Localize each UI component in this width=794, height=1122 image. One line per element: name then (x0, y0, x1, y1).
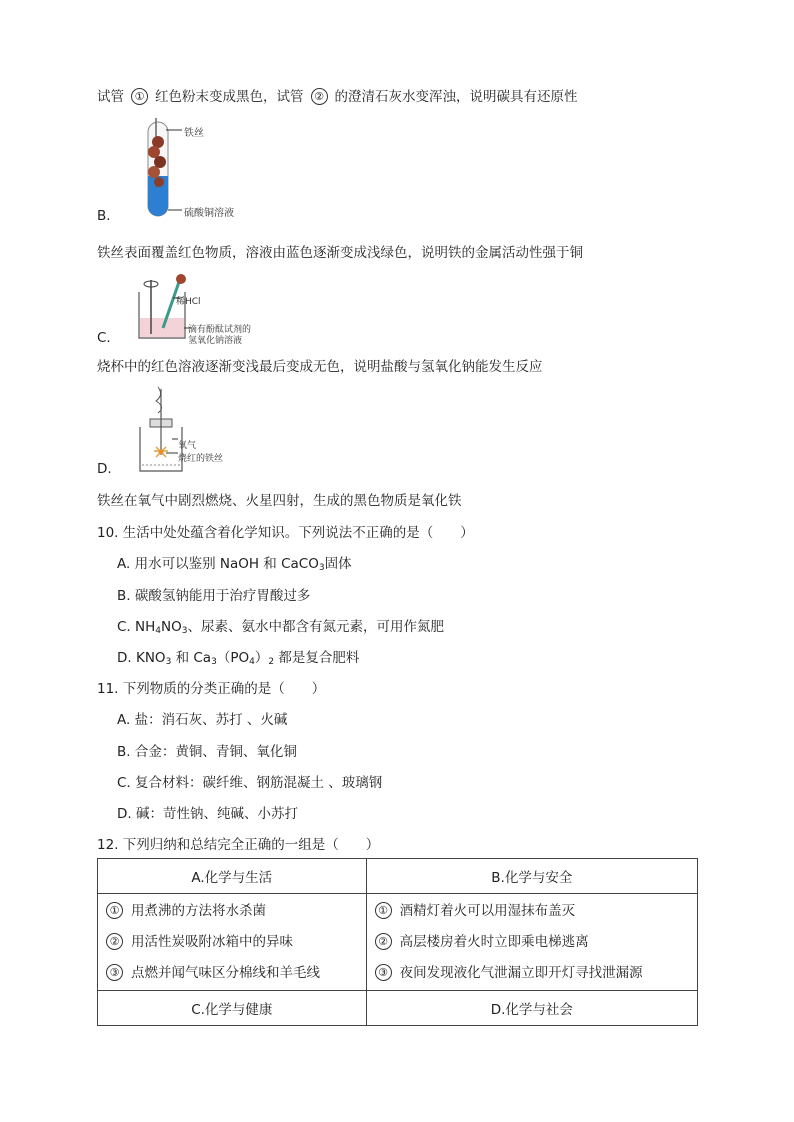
q11-option-d: D. 碱：苛性钠、纯碱、小苏打 (117, 806, 298, 822)
q12-summary-table (97, 858, 698, 1026)
table-cell-b-items (366, 894, 697, 991)
option-d-text: 铁丝在氧气中剧烈燃烧、火星四射，生成的黑色物质是氧化铁 (97, 493, 462, 509)
option-b-label: B. (97, 208, 111, 224)
phenolphthalein-label-1: 滴有酚酞试剂的 (188, 325, 252, 335)
table-header-b: B.化学与安全 (366, 859, 697, 894)
q11-option-a: A. 盐：消石灰、苏打 、火碱 (117, 712, 288, 728)
option-b-text: 铁丝表面覆盖红色物质，溶液由蓝色逐渐变成浅绿色，说明铁的金属活动性强于铜 (97, 245, 583, 261)
option-a-text: 试管 ① 红色粉末变成黑色，试管 ② 的澄清石灰水变浑浊，说明碳具有还原性 (97, 89, 578, 105)
iron-wire-label: 铁丝 (184, 128, 204, 139)
table-cell-a-items (98, 894, 367, 991)
q10-option-a: A. 用水可以鉴别 NaOH 和 CaCO$_3$固体 (117, 556, 352, 573)
option-c-text: 烧杯中的红色溶液逐渐变浅最后变成无色，说明盐酸与氢氧化钠能发生反应 (97, 359, 543, 375)
option-c-label: C. (97, 330, 111, 346)
list-item: ③ 夜间发现液化气泄漏立即开灯寻找泄漏源 (375, 958, 689, 989)
option-d-label: D. (97, 461, 112, 477)
phenolphthalein-label-2: 氢氧化钠溶液 (188, 336, 243, 346)
table-header-d: D.化学与社会 (366, 991, 697, 1026)
q10-option-c: C. $NH_4NO_3$、尿素、氨水中都含有氮元素，可用作氮肥 (117, 619, 444, 636)
table-header-a: A.化学与生活 (98, 859, 367, 894)
tube-2-number: ② (311, 88, 328, 105)
list-item: ③ 点燃并闻气味区分棉线和羊毛线 (106, 958, 358, 989)
red-hot-iron-label: 烧红的铁丝 (178, 454, 224, 464)
copper-sulfate-label: 硫酸铜溶液 (184, 208, 234, 219)
q10-stem: 10. 生活中处处蕴含着化学知识。下列说法不正确的是（ ） (97, 525, 474, 541)
list-item: ① 用煮沸的方法将水杀菌 (106, 896, 358, 927)
hcl-label: 稀HCl (176, 297, 201, 307)
list-item: ① 酒精灯着火可以用湿抹布盖灭 (375, 896, 689, 927)
q11-stem: 11. 下列物质的分类正确的是（ ） (97, 681, 326, 697)
q11-option-b: B. 合金：黄铜、青铜、氧化铜 (117, 744, 297, 760)
oxygen-label: 氧气 (178, 441, 197, 451)
hcl-titration-figure (135, 272, 195, 342)
q11-option-c: C. 复合材料：碳纤维、钢筋混凝土 、玻璃钢 (117, 775, 383, 791)
q12-stem: 12. 下列归纳和总结完全正确的一组是（ ） (97, 837, 380, 853)
q10-option-b: B. 碳酸氢钠能用于治疗胃酸过多 (117, 588, 311, 604)
list-item: ② 高层楼房着火时立即乘电梯逃离 (375, 927, 689, 958)
list-item: ② 用活性炭吸附冰箱中的异味 (106, 927, 358, 958)
tube-1-number: ① (131, 88, 148, 105)
table-header-c: C.化学与健康 (98, 991, 367, 1026)
q10-option-d: D. $KNO_3$ 和 $Ca_3(PO_4)_2$ 都是复合肥料 (117, 650, 360, 667)
